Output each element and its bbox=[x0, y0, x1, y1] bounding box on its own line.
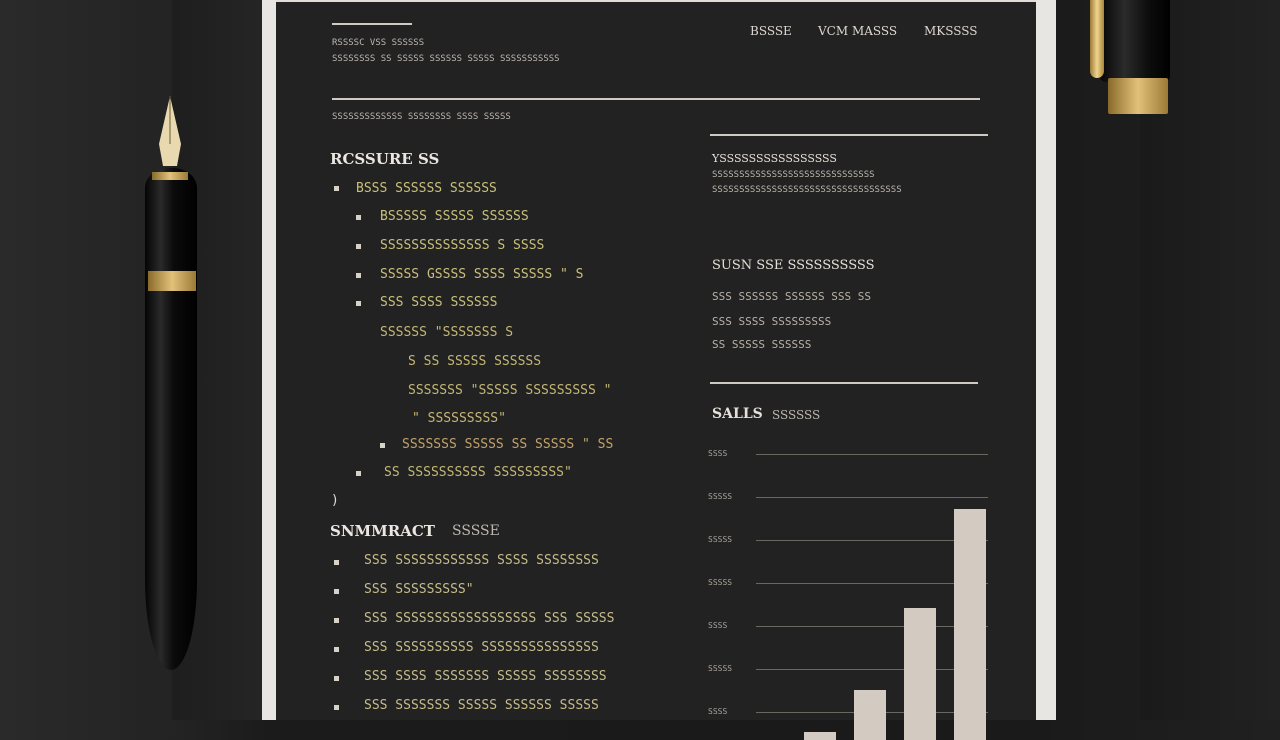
summary-title: SNMMRACT bbox=[330, 522, 435, 540]
header-divider bbox=[332, 98, 980, 100]
chart-y-tick-label: SSSS bbox=[708, 449, 728, 458]
bullet bbox=[334, 618, 339, 623]
summary-item: SSS SSSSSSS SSSSS SSSSSS SSSSS bbox=[364, 698, 599, 713]
chart-gridline bbox=[756, 454, 988, 455]
sidebar-line: SSS SSSS SSSSSSSSS bbox=[712, 315, 832, 328]
chart-y-tick-label: SSSS bbox=[708, 621, 728, 630]
bullet bbox=[356, 301, 361, 306]
bullet bbox=[334, 560, 339, 565]
contact-line: SSSSSSSSSSSSSSSSSSSSSSSSSSSSSS bbox=[712, 170, 875, 180]
chart-title: SALLS bbox=[712, 406, 763, 422]
header-line-1: RSSSSC VSS SSSSSS bbox=[332, 38, 425, 48]
sidebar-line: SSS SSSSSS SSSSSS SSS SS bbox=[712, 290, 871, 303]
resume-item: SSS SSSS SSSSSS bbox=[380, 295, 498, 310]
bullet bbox=[380, 443, 385, 448]
chart-bar bbox=[954, 509, 986, 740]
bullet bbox=[334, 589, 339, 594]
bullet bbox=[356, 244, 361, 249]
pen-nib-icon bbox=[155, 94, 185, 168]
header-line-2: SSSSSSSS SS SSSSS SSSSSS SSSSS SSSSSSSSSSS bbox=[332, 54, 560, 64]
nav-item-3[interactable]: MKSSSS bbox=[924, 24, 978, 38]
resume-item: BSSSSS SSSSS SSSSSS bbox=[380, 209, 529, 224]
chart-y-tick-label: SSSSS bbox=[708, 578, 733, 587]
bullet bbox=[334, 647, 339, 652]
pen-band-top bbox=[152, 172, 188, 180]
summary-item: SSS SSSSSSSSSSSSSSSSSS SSS SSSSS bbox=[364, 611, 615, 626]
chart-bar bbox=[804, 732, 836, 740]
resume-item: S SS SSSSS SSSSSS bbox=[408, 354, 542, 369]
pen-cap-icon bbox=[1100, 0, 1170, 82]
chart-y-tick-label: SSSS bbox=[708, 707, 728, 716]
resume-item: " SSSSSSSSS" bbox=[412, 411, 506, 426]
resume-close: ) bbox=[331, 493, 339, 508]
nav-item-2[interactable]: VCM MASSS bbox=[818, 24, 898, 38]
chart-bar bbox=[854, 690, 886, 740]
chart-y-tick-label: SSSSS bbox=[708, 492, 733, 501]
resume-item: SS SSSSSSSSSS SSSSSSSSS" bbox=[384, 465, 572, 480]
resume-document bbox=[276, 0, 1036, 720]
header-accent-rule bbox=[332, 23, 412, 25]
resume-item: SSSSSSS SSSSS SS SSSSS " SS bbox=[402, 437, 614, 452]
resume-item: SSSSS GSSSS SSSS SSSSS " S bbox=[380, 267, 584, 282]
pen-band-middle bbox=[148, 271, 196, 291]
chart-y-tick-label: SSSSS bbox=[708, 664, 733, 673]
resume-item: SSSSSSSSSSSSSS S SSSS bbox=[380, 238, 545, 253]
summary-item: SSS SSSSSSSSSSSS SSSS SSSSSSSS bbox=[364, 553, 599, 568]
header-line-3: SSSSSSSSSSSSS SSSSSSSS SSSS SSSSS bbox=[332, 112, 511, 122]
sidebar-line: SS SSSSS SSSSSS bbox=[712, 338, 812, 351]
chart-y-tick-label: SSSSS bbox=[708, 535, 733, 544]
bullet bbox=[334, 186, 339, 191]
bullet bbox=[334, 676, 339, 681]
bullet bbox=[356, 273, 361, 278]
pen-clip-icon bbox=[1090, 0, 1104, 78]
resume-item: BSSS SSSSSS SSSSSS bbox=[356, 181, 497, 196]
sales-bar-chart bbox=[706, 440, 996, 720]
summary-subtitle: SSSSE bbox=[452, 523, 500, 539]
bullet bbox=[334, 705, 339, 710]
bullet bbox=[356, 471, 361, 476]
resume-item: SSSSSSS "SSSSS SSSSSSSSS " bbox=[408, 383, 612, 398]
chart-bar bbox=[904, 608, 936, 740]
sidebar-section-title: SUSN SSE SSSSSSSSSS bbox=[712, 258, 875, 273]
contact-line: SSSSSSSSSSSSSSSSSSSSSSSSSSSSSSSSSSS bbox=[712, 185, 902, 195]
top-edge bbox=[276, 0, 1036, 2]
sidebar-divider-2 bbox=[710, 382, 978, 384]
resume-title: RCSSURE SS bbox=[330, 150, 440, 168]
nav-item-1[interactable]: BSSSE bbox=[750, 24, 792, 38]
chart-gridline bbox=[756, 497, 988, 498]
sidebar-divider-1 bbox=[710, 134, 988, 136]
summary-item: SSS SSSSSSSSS" bbox=[364, 582, 474, 597]
summary-item: SSS SSSS SSSSSSS SSSSS SSSSSSSS bbox=[364, 669, 607, 684]
chart-subtitle: SSSSSS bbox=[772, 408, 821, 422]
resume-item: SSSSSS "SSSSSSS S bbox=[380, 325, 514, 340]
bullet bbox=[356, 215, 361, 220]
pen-body bbox=[145, 168, 197, 670]
pen-cap-band bbox=[1108, 78, 1168, 114]
summary-item: SSS SSSSSSSSSS SSSSSSSSSSSSSSS bbox=[364, 640, 599, 655]
contact-title: YSSSSSSSSSSSSSSSS bbox=[712, 152, 837, 165]
